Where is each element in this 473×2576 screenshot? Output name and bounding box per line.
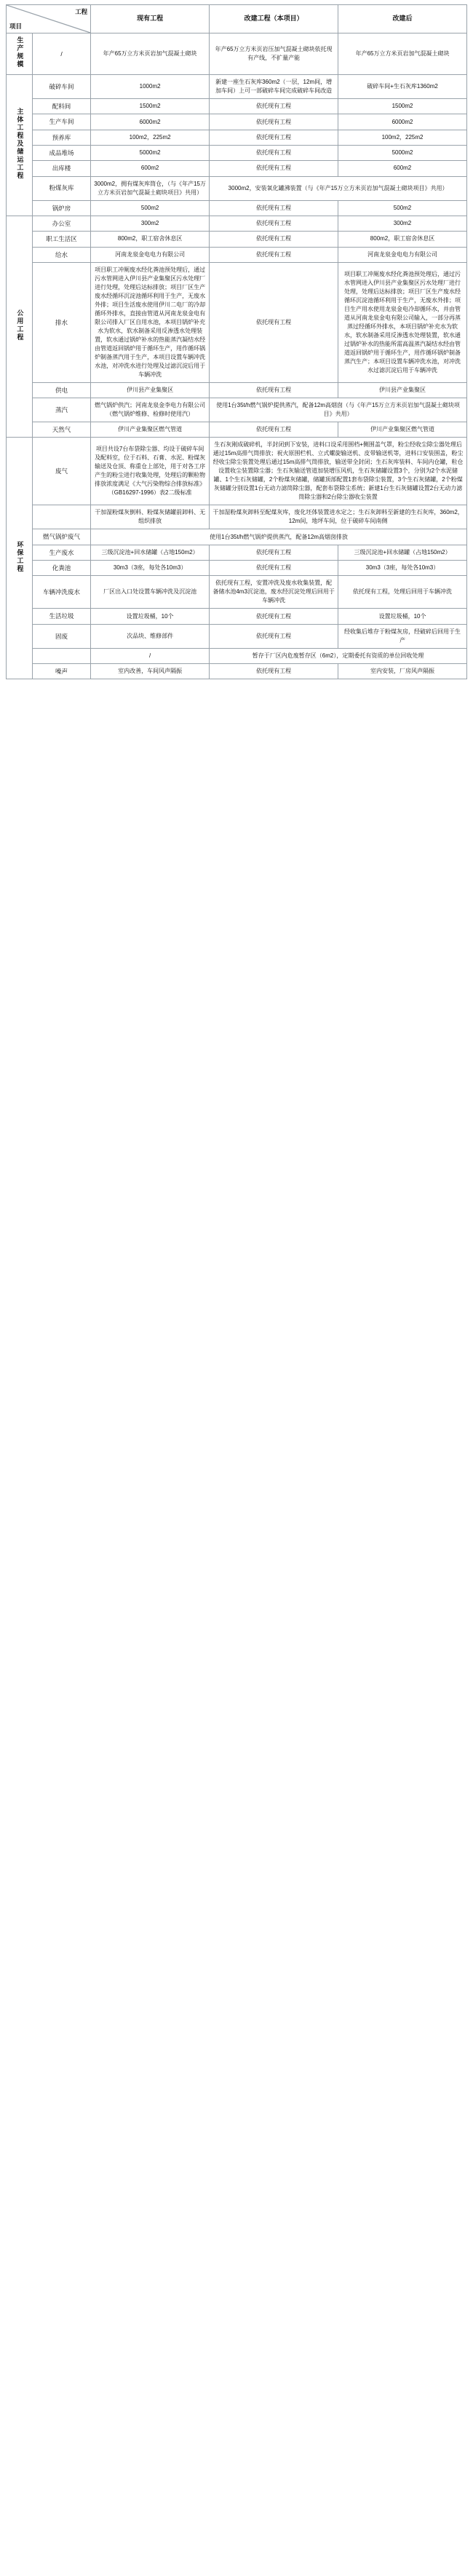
row-rebuild: 依托现有工程 xyxy=(210,422,338,438)
row-existing: 800m2，职工宿舍休息区 xyxy=(91,232,210,247)
table-row xyxy=(7,438,467,505)
row-existing: 1000m2 xyxy=(91,75,210,99)
table-row xyxy=(7,576,467,609)
row-component: 办公室 xyxy=(32,216,90,231)
row-after: 100m2，225m2 xyxy=(338,130,467,145)
header-corner-top-label: 工程 xyxy=(75,8,88,15)
table-row xyxy=(7,648,467,663)
row-existing: 5000m2 xyxy=(91,145,210,160)
row-rebuild: 依托现有工程 xyxy=(210,262,338,382)
header-existing: 现有工程 xyxy=(91,5,210,33)
row-after: 800m2，职工宿舍休息区 xyxy=(338,232,467,247)
row-after: 伊川产业集聚区燃气管道 xyxy=(338,422,467,438)
row-after: 5000m2 xyxy=(338,145,467,160)
row-component: 出库楼 xyxy=(32,161,90,176)
row-rebuild: 依托现有工程 xyxy=(210,561,338,576)
row-rebuild: 3000m2，安装氧化罐沸装置（与《年产15万立方米页岩加气混凝土砌块项目》共用） xyxy=(210,176,467,200)
row-after: 室内安装，厂房风声隔振 xyxy=(338,663,467,679)
row-after: 设置垃圾桶，10个 xyxy=(338,609,467,624)
row-component: 燃气锅炉废气 xyxy=(32,529,90,545)
row-category xyxy=(7,33,33,75)
row-component: 粉煤灰库 xyxy=(32,176,90,200)
row-existing: 伊川产业集聚区燃气管道 xyxy=(91,422,210,438)
table-row xyxy=(7,99,467,114)
comparison-table xyxy=(6,4,467,679)
row-after: 600m2 xyxy=(338,161,467,176)
table-row xyxy=(7,262,467,382)
row-existing: / xyxy=(91,648,210,663)
table-row xyxy=(7,398,467,422)
row-rebuild: 依托现有工程 xyxy=(210,663,338,679)
row-after: 30m3（3座，每处各10m3） xyxy=(338,561,467,576)
row-rebuild: 使用1台35t/h燃气锅炉提供蒸汽，配备12m高烟囱（与《年产15万立方米页岩加气混凝土砌块项目》共用） xyxy=(210,398,467,422)
row-existing: 厂区出入口处设置车辆冲洗及沉淀池 xyxy=(91,576,210,609)
row-rebuild: 使用1台35t/h燃气锅炉提供蒸汽，配备12m高烟囱排放 xyxy=(91,529,467,545)
row-existing: 600m2 xyxy=(91,161,210,176)
row-rebuild: 暂存于厂区内危废暂存区（6m2），定期委托有资质的单位回收处理 xyxy=(210,648,467,663)
table-row xyxy=(7,161,467,176)
row-existing: 项目职工冲厕废水经化粪池预处理后，通过污水管网进入伊川县产业集聚区污水处理厂进行处理，处理后达标排放；项目厂区生产废水经循环沉淀池循环利用于生产，无废水外排；项目生活废水使用伊川二电厂的冷却循环外排水，直接由管道从河南龙泉金电有限公司排入厂区自用水池，本项目锅炉补充水为软水，软水制备采用反渗透水处理装置，软水通过锅炉补水的热能蒸汽凝结水经由管道返回锅炉用于循环生产，用作循环锅炉制备蒸汽用于生产，本项目设置车辆冲洗水池，对冲洗水进行处理及过滤沉淀后用于车辆冲洗 xyxy=(91,262,210,382)
row-existing: 室内改善，车间风声隔振 xyxy=(91,663,210,679)
row-existing: 1500m2 xyxy=(91,99,210,114)
row-category-label: 主体工程及储运工程 xyxy=(16,107,24,180)
row-rebuild: 依托现有工程 xyxy=(210,382,338,398)
row-existing: 6000m2 xyxy=(91,114,210,130)
row-component: 预养库 xyxy=(32,130,90,145)
row-rebuild: 依托现有工程 xyxy=(210,247,338,262)
row-after: 500m2 xyxy=(338,200,467,216)
row-rebuild: 依托现有工程 xyxy=(210,161,338,176)
row-category xyxy=(7,216,33,438)
row-component: 化粪池 xyxy=(32,561,90,576)
row-existing: 设置垃圾桶，10个 xyxy=(91,609,210,624)
row-existing: 河南龙泉金电电力有限公司 xyxy=(91,247,210,262)
row-existing: 300m2 xyxy=(91,216,210,231)
row-rebuild: 依托现有工程 xyxy=(210,99,338,114)
row-component: 生产车间 xyxy=(32,114,90,130)
row-component: / xyxy=(32,33,90,75)
row-component xyxy=(32,648,90,663)
header-rebuild: 改建工程（本项目） xyxy=(210,5,338,33)
table-row xyxy=(7,505,467,529)
row-rebuild: 依托现有工程 xyxy=(210,216,338,231)
row-existing: 年产65万立方米页岩加气混凝土砌块 xyxy=(91,33,210,75)
row-rebuild: 依托现有工程 xyxy=(210,200,338,216)
row-rebuild: 干加湿粉煤灰卸料至配煤灰库，废化坯体装置进水定之；生石灰卸料至新建的生石灰库，360m2，12m间，地坪车间，位于破碎车间南侧 xyxy=(210,505,467,529)
row-existing: 次品块、维修部件 xyxy=(91,624,210,648)
row-category xyxy=(7,75,33,216)
row-component: 天然气 xyxy=(32,422,90,438)
row-after: 经收集后堆存于粉煤灰房，经破碎后回用于生产 xyxy=(338,624,467,648)
row-after: 1500m2 xyxy=(338,99,467,114)
row-existing: 伊川县产业集聚区 xyxy=(91,382,210,398)
row-rebuild: 年产65万立方米页岩压加气混凝土砌块依托现有产线，不扩量产能 xyxy=(210,33,338,75)
row-rebuild: 新建一座生石灰库360m2（一层，12m间，增加车间）上可一部破碎车间完成破碎车间改造 xyxy=(210,75,338,99)
table-row xyxy=(7,561,467,576)
header-corner-bottom-label: 项目 xyxy=(9,22,23,30)
table-row xyxy=(7,145,467,160)
row-component: 破碎车间 xyxy=(32,75,90,99)
row-rebuild: 生石灰刚成破碎机，半封闭到下安装，进料口设采用围档+侧围盖气罩，粉尘经收尘除尘器处理后通过15m高排气筒排放；祝火原围栏机、立式螺旋输送机、皮带输送机等，进料口安装围盖，粉尘经收尘除尘装置处理后通过15m高排气筒排放，输送带全封闭；生石灰库装料、车间内仓罐，粒仓设置收尘装置除尘器；生石灰输送管道加装增压风机，生石灰储罐设置3个，分别为2个水泥储罐、1个生石灰储罐，2个粉煤灰储罐，储罐顶部配置1套布袋除尘装置，3个生石灰储罐，2个粉煤灰储罐分别设置1台无动力滤筒除尘器，配套布袋除尘系统；新建1台生石灰储罐设置2台无动力滤筒除尘器和2台除尘器收尘装置 xyxy=(210,438,467,505)
row-component: 排水 xyxy=(32,262,90,382)
table-row xyxy=(7,114,467,130)
row-existing: 100m2，225m2 xyxy=(91,130,210,145)
row-after: 三级沉淀池+回水储罐（占地150m2） xyxy=(338,545,467,560)
row-after: 破碎车间+生石灰库1360m2 xyxy=(338,75,467,99)
row-after: 伊川县产业集聚区 xyxy=(338,382,467,398)
row-rebuild: 依托现有工程，安置冲洗及废水收集装置，配备储水池4m3沉淀池，废水经沉淀处理后回用于车辆冲洗 xyxy=(210,576,338,609)
table-row xyxy=(7,216,467,231)
row-component: 生活垃圾 xyxy=(32,609,90,624)
table-row xyxy=(7,422,467,438)
table-row xyxy=(7,232,467,247)
row-component: 生产废水 xyxy=(32,545,90,560)
table-row xyxy=(7,200,467,216)
table-row xyxy=(7,33,467,75)
row-after: 河南龙泉金电电力有限公司 xyxy=(338,247,467,262)
row-component: 蒸汽 xyxy=(32,398,90,422)
table-row xyxy=(7,545,467,560)
row-existing: 三级沉淀池+回水储罐（占地150m2） xyxy=(91,545,210,560)
row-category xyxy=(7,438,33,679)
row-component: 配料间 xyxy=(32,99,90,114)
row-rebuild: 依托现有工程 xyxy=(210,232,338,247)
table-row xyxy=(7,529,467,545)
row-after: 年产65万立方米页岩加气混凝土砌块 xyxy=(338,33,467,75)
row-category-label: 公用工程 xyxy=(16,309,24,341)
row-category-label: 环保工程 xyxy=(16,540,24,573)
header-corner-cell xyxy=(7,5,91,33)
row-component: 成品堆场 xyxy=(32,145,90,160)
row-component: 给水 xyxy=(32,247,90,262)
row-existing: 500m2 xyxy=(91,200,210,216)
row-existing: 3000m2，拥有煤灰库筒仓，（与《年产15万立方米页岩加气混凝土砌块项目》共用） xyxy=(91,176,210,200)
table-row xyxy=(7,609,467,624)
row-existing: 燃气锅炉供汽；河南龙泉金李电力有限公司（燃气锅炉维修、检修时使用汽） xyxy=(91,398,210,422)
table-row xyxy=(7,130,467,145)
row-rebuild: 依托现有工程 xyxy=(210,114,338,130)
table-row xyxy=(7,176,467,200)
row-component: 固废 xyxy=(32,624,90,648)
row-rebuild: 依托现有工程 xyxy=(210,624,338,648)
row-after: 依托现有工程，处理后回用于车辆冲洗 xyxy=(338,576,467,609)
row-component: 废气 xyxy=(32,438,90,505)
header-after: 改建后 xyxy=(338,5,467,33)
table-row xyxy=(7,382,467,398)
table-row xyxy=(7,624,467,648)
row-component: 锅炉房 xyxy=(32,200,90,216)
table-header-row xyxy=(7,5,467,33)
row-rebuild: 依托现有工程 xyxy=(210,145,338,160)
row-rebuild: 依托现有工程 xyxy=(210,130,338,145)
row-after: 项目职工冲厕废水经化粪池预处理后，通过污水管网进入伊川县产业集聚区污水处理厂进行处理，处理后达标排放；项目厂区生产废水经循环沉淀池循环利用于生产，无废水外排；项目生产用水使用龙泉金电冷却循环水，并由管道从河南龙泉金电有限公司输入，一部分再蒸蒸过经循环外排水，本项目锅炉补充水为软水，软水制备采用反渗透水处理装置，软水通过锅炉补水的热能所需高温蒸汽凝结水经由管道返回锅炉用于循环生产，用作循环锅炉制备蒸汽生产；本项目设置车辆冲洗水池，对冲洗水过滤沉淀后用于车辆冲洗 xyxy=(338,262,467,382)
row-after: 6000m2 xyxy=(338,114,467,130)
table-row xyxy=(7,663,467,679)
row-rebuild: 依托现有工程 xyxy=(210,545,338,560)
row-rebuild: 依托现有工程 xyxy=(210,609,338,624)
row-component: 车辆冲洗废水 xyxy=(32,576,90,609)
row-existing: 项目共设7台布袋除尘器、均设于破碎车间及配料室，位于石料、石膏、水泥、粉煤灰输送及仓顶、称重仓上部处，用于对各工序产生的粉尘进行收集处理，处理后的颗粒物排放浓度满足《大气污染物综合排放标准》（GB16297-1996）表2二级标准 xyxy=(91,438,210,505)
row-existing: 30m3（3座，每处各10m3） xyxy=(91,561,210,576)
row-existing: 干加湿粉煤灰倒料、粉煤灰储罐前卸料、无组织排放 xyxy=(91,505,210,529)
row-after: 300m2 xyxy=(338,216,467,231)
row-category-label: 生产规模 xyxy=(16,36,24,68)
row-component: 噪声 xyxy=(32,663,90,679)
table-body xyxy=(7,33,467,679)
row-component: 供电 xyxy=(32,382,90,398)
table-row xyxy=(7,247,467,262)
row-component xyxy=(32,505,90,529)
row-component: 职工生活区 xyxy=(32,232,90,247)
table-row xyxy=(7,75,467,99)
